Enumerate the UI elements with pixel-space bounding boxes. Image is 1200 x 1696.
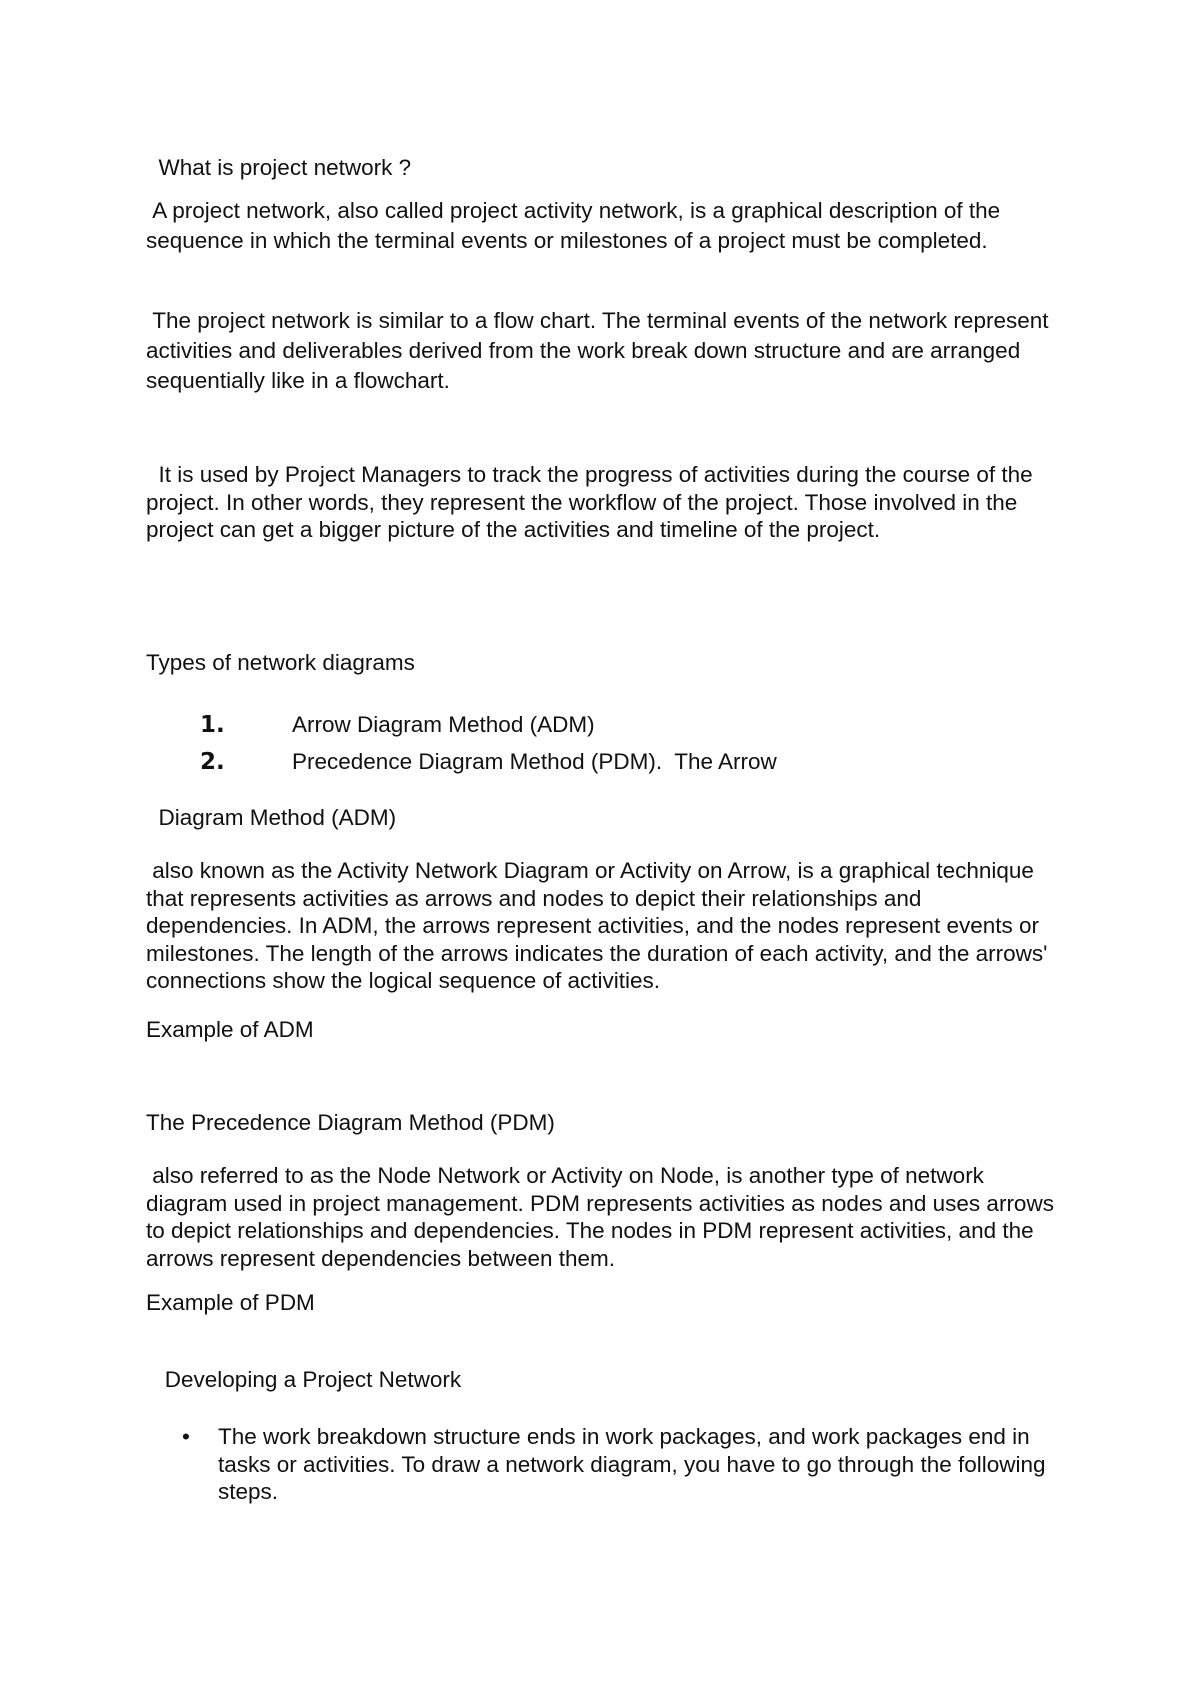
heading-types-of-network-diagrams: Types of network diagrams: [146, 650, 415, 675]
list-item-adm: [146, 712, 1066, 748]
list-number: 2.: [200, 749, 225, 775]
heading-arrow-diagram-method: Diagram Method (ADM): [146, 805, 397, 830]
list-item-text: Precedence Diagram Method (PDM). The Arrow: [292, 749, 777, 774]
paragraph-flowchart: The project network is similar to a flow chart. The terminal events of the network represent activities and deliverables derived from the work break down structure and are arranged sequentially like in a flowchart.: [146, 308, 1055, 393]
heading-developing-project-network: Developing a Project Network: [146, 1367, 462, 1392]
paragraph-usage: It is used by Project Managers to track the progress of activities during the course of the project. In other words, they represent the workflow of the project. Those involved in the project can get a bigger picture of the activities and timeline of the project.: [146, 462, 1039, 542]
list-item-text: Arrow Diagram Method (ADM): [292, 712, 595, 737]
bullet-text: The work breakdown structure ends in work packages, and work packages end in tasks or activities. To draw a network diagram, you have to go through the following steps.: [218, 1424, 1046, 1504]
paragraph-definition: A project network, also called project activity network, is a graphical description of the sequence in which the terminal events or milestones of a project must be completed.: [146, 198, 1007, 253]
heading-what-is-project-network: What is project network ?: [146, 155, 412, 180]
bullet-symbol: •: [182, 1424, 190, 1449]
paragraph-pdm: also referred to as the Node Network or Activity on Node, is another type of network diagram used in project management. PDM represents activities as nodes and uses arrows to depict relationships and dependencies. The nodes in PDM represent activities, and the arrows represent dependencies between them.: [146, 1163, 1061, 1271]
list-number: 1.: [200, 712, 225, 738]
label-example-pdm: Example of PDM: [146, 1290, 315, 1315]
label-example-adm: Example of ADM: [146, 1017, 314, 1042]
heading-precedence-diagram-method: The Precedence Diagram Method (PDM): [146, 1110, 555, 1135]
paragraph-adm: also known as the Activity Network Diagram or Activity on Arrow, is a graphical technique that represents activities as arrows and nodes to depict their relationships and dependencies. In ADM, the arrows represent activities, and the nodes represent events or milestones. The length of the arrows indicates the duration of each activity, and the arrows' connections show the logical sequence of activities.: [146, 858, 1054, 993]
bullet-item: [146, 1423, 1066, 1506]
list-item-pdm: [146, 749, 1066, 785]
